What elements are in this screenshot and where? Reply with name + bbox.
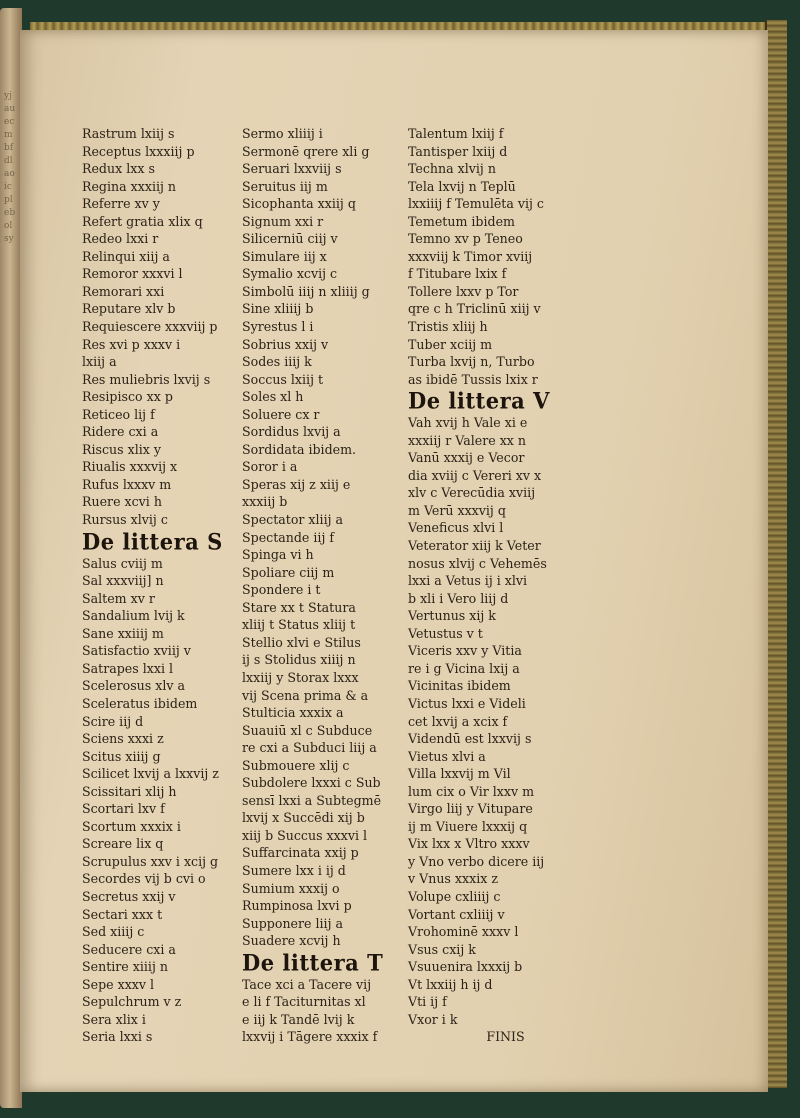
index-entry: Redux lxx s bbox=[82, 161, 155, 177]
index-entry: Vix lxx x Vltro xxxv bbox=[408, 836, 530, 852]
index-entry: Sane xxiiij m bbox=[82, 625, 164, 641]
facing-page-edge-text: yjauecmbfdlaoicplebolsy bbox=[4, 91, 16, 244]
index-entry: Sectari xxx t bbox=[82, 906, 163, 922]
index-entry: Secretus xxij v bbox=[82, 888, 176, 904]
index-entry: Sumium xxxij o bbox=[242, 880, 340, 896]
index-entry: Signum xxi r bbox=[242, 213, 324, 229]
index-entry: Tace xci a Tacere vij bbox=[242, 976, 372, 992]
index-entry: Vah xvij h Vale xi e bbox=[408, 415, 528, 431]
index-entry: as ibidē Tussis lxix r bbox=[408, 371, 538, 387]
index-entry: v Vnus xxxix z bbox=[408, 871, 498, 887]
index-entry: Viceris xxv y Vitia bbox=[408, 643, 522, 659]
index-entry: Ridere cxi a bbox=[82, 424, 159, 440]
column-3-part-b bbox=[408, 414, 583, 1028]
column-2-part-a bbox=[242, 125, 417, 950]
index-entry: Temetum ibidem bbox=[408, 213, 515, 229]
index-entry: xxxiij b bbox=[242, 494, 288, 510]
index-entry: cet lxvij a xcix f bbox=[408, 713, 508, 729]
index-entry: dia xviij c Vereri xv x bbox=[408, 467, 542, 483]
index-entry: Spinga vi h bbox=[242, 547, 314, 563]
index-entry: sensī lxxi a Subtegmē bbox=[242, 792, 382, 808]
index-entry: Satisfactio xviij v bbox=[82, 643, 191, 659]
index-entry: re i g Vicina lxij a bbox=[408, 660, 520, 676]
index-entry: Vetustus v t bbox=[408, 625, 483, 641]
index-entry: b xli i Vero liij d bbox=[408, 590, 509, 606]
index-entry: Regina xxxiij n bbox=[82, 178, 177, 194]
index-entry: Sobrius xxij v bbox=[242, 336, 329, 352]
index-entry: nosus xlvij c Vehemēs bbox=[408, 555, 547, 571]
index-entry: xliij t Status xliij t bbox=[242, 617, 356, 633]
index-entry: Sordidata ibidem. bbox=[242, 441, 357, 457]
index-entry: Rufus lxxxv m bbox=[82, 476, 172, 492]
index-entry: Victus lxxi e Videli bbox=[408, 695, 526, 711]
index-entry: Sepe xxxv l bbox=[82, 976, 155, 992]
index-entry: Scelerosus xlv a bbox=[82, 678, 186, 694]
index-entry: qre c h Triclinū xiij v bbox=[408, 301, 541, 317]
index-entry: Submouere xlij c bbox=[242, 757, 350, 773]
index-entry: Supponere liij a bbox=[242, 915, 343, 931]
index-entry: Sed xiiij c bbox=[82, 924, 145, 940]
index-entry: Temno xv p Teneo bbox=[408, 231, 523, 247]
index-entry: Veneficus xlvi l bbox=[408, 520, 504, 536]
index-entry: Stellio xlvi e Stilus bbox=[242, 634, 361, 650]
index-entry: Sumere lxx i ij d bbox=[242, 862, 346, 878]
index-entry: Vxor i k bbox=[408, 1011, 458, 1027]
index-entry: Secordes vij b cvi o bbox=[82, 871, 206, 887]
index-entry: Vti ij f bbox=[408, 994, 447, 1010]
index-entry: Riscus xlix y bbox=[82, 441, 161, 457]
index-entry: Vietus xlvi a bbox=[408, 748, 486, 764]
index-entry: Spoliare ciij m bbox=[242, 564, 335, 580]
index-entry: Saltem xv r bbox=[82, 590, 155, 606]
index-entry: lxxvij i Tāgere xxxix f bbox=[242, 1029, 378, 1045]
index-entry: Tollere lxxv p Tor bbox=[408, 283, 519, 299]
index-entry: Sine xliiij b bbox=[242, 301, 314, 317]
index-entry: Vanū xxxij e Vecor bbox=[408, 450, 525, 466]
index-entry: Turba lxvij n, Turbo bbox=[408, 354, 535, 370]
section-heading-s: De littera S bbox=[82, 527, 223, 555]
section-heading-v: De littera V bbox=[408, 387, 550, 414]
index-entry: Tantisper lxiij d bbox=[408, 143, 508, 159]
finis-mark: FINIS bbox=[486, 1029, 525, 1045]
index-entry: Simulare iij x bbox=[242, 248, 327, 264]
index-entry: Tuber xciij m bbox=[408, 336, 493, 352]
index-entry: lxxiiij f Temulēta vij c bbox=[408, 196, 544, 212]
index-entry: Scortari lxv f bbox=[82, 801, 165, 817]
index-entry: Suauiū xl c Subduce bbox=[242, 722, 373, 738]
index-entry: lxxiij y Storax lxxx bbox=[242, 669, 359, 685]
index-entry: Res muliebris lxvij s bbox=[82, 371, 211, 387]
index-entry: Spondere i t bbox=[242, 582, 321, 598]
index-entry: Rumpinosa lxvi p bbox=[242, 898, 352, 914]
index-entry: Screare lix q bbox=[82, 836, 164, 852]
section-heading-t: De littera T bbox=[242, 949, 384, 976]
index-entry: Sceleratus ibidem bbox=[82, 695, 198, 711]
index-entry: Sciens xxxi z bbox=[82, 731, 164, 747]
index-entry: Vrohominē xxxv l bbox=[408, 924, 519, 940]
index-entry: Vsuuenira lxxxij b bbox=[408, 959, 523, 975]
index-entry: xiij b Succus xxxvi l bbox=[242, 827, 368, 843]
index-entry: Soluere cx r bbox=[242, 406, 320, 422]
index-entry: Spectator xliij a bbox=[242, 512, 344, 528]
index-entry: Seria lxxi s bbox=[82, 1029, 153, 1045]
index-entry: e li f Taciturnitas xl bbox=[242, 994, 366, 1010]
index-entry: Vsus cxij k bbox=[408, 941, 476, 957]
index-entry: Sera xlix i bbox=[82, 1011, 146, 1027]
index-entry: Res xvi p xxxv i bbox=[82, 336, 181, 352]
index-entry: Soror i a bbox=[242, 459, 298, 475]
printed-page bbox=[20, 30, 768, 1092]
index-column-1 bbox=[82, 125, 252, 1046]
index-entry: Referre xv y bbox=[82, 196, 160, 212]
index-entry: Salus cviij m bbox=[82, 555, 163, 571]
index-entry: Suffarcinata xxij p bbox=[242, 845, 359, 861]
index-entry: Spectande iij f bbox=[242, 529, 335, 545]
index-entry: Scire iij d bbox=[82, 713, 144, 729]
index-entry: lxxi a Vetus ij i xlvi bbox=[408, 573, 528, 589]
index-entry: Simbolū iiij n xliiij g bbox=[242, 283, 370, 299]
index-entry: Receptus lxxxiij p bbox=[82, 143, 195, 159]
index-entry: Silicerniū ciij v bbox=[242, 231, 338, 247]
index-entry: Villa lxxvij m Vil bbox=[408, 766, 511, 782]
index-entry: y Vno verbo dicere iij bbox=[408, 853, 545, 869]
index-entry: xlv c Verecūdia xviij bbox=[408, 485, 536, 501]
index-entry: Redeo lxxi r bbox=[82, 231, 159, 247]
index-entry: Sandalium lvij k bbox=[82, 608, 185, 624]
column-2-part-b bbox=[242, 976, 417, 1046]
index-entry: lxvij x Succēdi xij b bbox=[242, 810, 365, 826]
index-entry: Seruari lxxviij s bbox=[242, 161, 342, 177]
index-entry: e iij k Tandē lvij k bbox=[242, 1011, 355, 1027]
index-column-3 bbox=[408, 125, 583, 1046]
index-entry: vij Scena prima & a bbox=[242, 687, 369, 703]
index-entry: lxiij a bbox=[82, 354, 117, 370]
index-entry: Soles xl h bbox=[242, 389, 304, 405]
index-entry: Refert gratia xlix q bbox=[82, 213, 203, 229]
index-entry: Vortant cxliiij v bbox=[408, 906, 505, 922]
index-entry: Reticeo lij f bbox=[82, 406, 155, 422]
index-entry: Techna xlvij n bbox=[408, 161, 496, 177]
index-entry: Riualis xxxvij x bbox=[82, 459, 178, 475]
index-entry: Sicophanta xxiij q bbox=[242, 196, 356, 212]
index-entry: Talentum lxiij f bbox=[408, 126, 504, 141]
index-entry: Vt lxxiij h ij d bbox=[408, 976, 493, 992]
index-entry: Sermo xliiij i bbox=[242, 126, 323, 141]
index-entry: Satrapes lxxi l bbox=[82, 660, 173, 676]
index-entry: Veterator xiij k Veter bbox=[408, 538, 541, 554]
index-entry: Sepulchrum v z bbox=[82, 994, 182, 1010]
index-entry: Relinqui xiij a bbox=[82, 248, 170, 264]
index-entry: Scitus xiiij g bbox=[82, 748, 161, 764]
index-entry: Sodes iiij k bbox=[242, 354, 312, 370]
index-entry: Scortum xxxix i bbox=[82, 818, 181, 834]
index-entry: Speras xij z xiij e bbox=[242, 476, 351, 492]
index-column-2 bbox=[242, 125, 417, 1046]
index-entry: Stulticia xxxix a bbox=[242, 705, 344, 721]
index-entry: m Verū xxxvij q bbox=[408, 502, 506, 518]
index-entry: Reputare xlv b bbox=[82, 301, 176, 317]
index-entry: Sentire xiiij n bbox=[82, 959, 168, 975]
index-entry: ij m Viuere lxxxij q bbox=[408, 818, 528, 834]
index-entry: re cxi a Subduci liij a bbox=[242, 740, 377, 756]
index-entry: Syrestus l i bbox=[242, 319, 314, 335]
index-entry: Stare xx t Statura bbox=[242, 599, 356, 615]
index-entry: Rursus xlvij c bbox=[82, 512, 168, 528]
index-entry: ij s Stolidus xiiij n bbox=[242, 652, 356, 668]
index-entry: Sordidus lxvij a bbox=[242, 424, 341, 440]
index-entry: Tela lxvij n Teplū bbox=[408, 178, 516, 194]
index-entry: Suadere xcvij h bbox=[242, 933, 341, 949]
index-entry: Subdolere lxxxi c Sub bbox=[242, 775, 381, 791]
index-entry: Scilicet lxvij a lxxvij z bbox=[82, 766, 219, 782]
index-entry: xxxviij k Timor xviij bbox=[408, 248, 533, 264]
index-entry: Tristis xliij h bbox=[408, 319, 488, 335]
index-entry: Scissitari xlij h bbox=[82, 783, 177, 799]
index-entry: Rastrum lxiij s bbox=[82, 126, 175, 141]
column-1-part-a bbox=[82, 125, 252, 529]
index-entry: Seducere cxi a bbox=[82, 941, 176, 957]
index-entry: Videndū est lxxvij s bbox=[408, 731, 532, 747]
index-entry: lum cix o Vir lxxv m bbox=[408, 783, 535, 799]
index-entry: Symalio xcvij c bbox=[242, 266, 338, 282]
index-entry: Resipisco xx p bbox=[82, 389, 173, 405]
index-entry: Seruitus iij m bbox=[242, 178, 328, 194]
index-entry: Soccus lxiij t bbox=[242, 371, 324, 387]
index-entry: Volupe cxliiij c bbox=[408, 888, 501, 904]
index-entry: Sermonē qrere xli g bbox=[242, 143, 370, 159]
index-entry: Virgo liij y Vitupare bbox=[408, 801, 533, 817]
index-entry: Ruere xcvi h bbox=[82, 494, 162, 510]
index-entry: Sal xxxviij] n bbox=[82, 573, 164, 589]
index-entry: xxxiij r Valere xx n bbox=[408, 432, 527, 448]
index-entry: Vertunus xij k bbox=[408, 608, 496, 624]
index-entry: f Titubare lxix f bbox=[408, 266, 507, 282]
column-1-part-b bbox=[82, 555, 252, 1046]
index-entry: Vicinitas ibidem bbox=[408, 678, 511, 694]
index-entry: Requiescere xxxviij p bbox=[82, 319, 218, 335]
gilt-binding-edge bbox=[765, 20, 787, 1088]
index-entry: Remorari xxi bbox=[82, 283, 165, 299]
column-3-part-a bbox=[408, 125, 583, 388]
index-entry: Remoror xxxvi l bbox=[82, 266, 183, 282]
index-entry: Scrupulus xxv i xcij g bbox=[82, 853, 219, 869]
